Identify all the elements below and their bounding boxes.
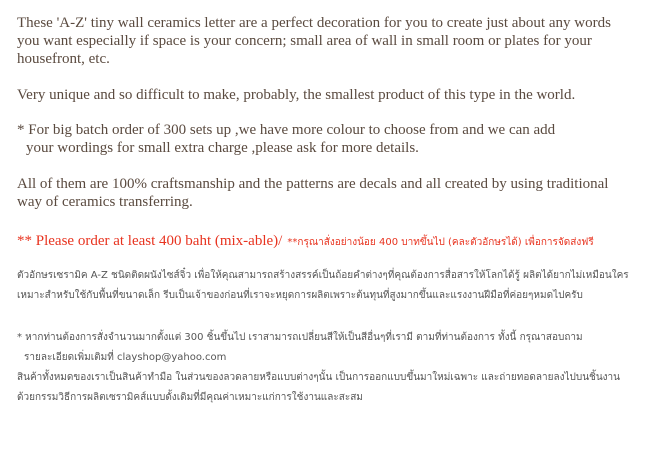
thai-intro-line: ตัวอักษรเซรามิค A-Z ชนิดติดผนังไซส์จิ๋ว เพื่อให้คุณสามารถสร้างสรรค์เป็นถ้อยคำต่างๆที่คุณต้องการสื่อสารให้โลกได้รู้ ผลิตได้ยากไม่เหมือนใคร (17, 270, 629, 281)
intro-line: These 'A-Z' tiny wall ceramics letter are a perfect decoration for you to create just about any words (17, 15, 611, 31)
order-notice-en: ** Please order at least 400 baht (mix-able)/ (17, 233, 283, 249)
batch-line: * For big batch order of 300 sets up ,we have more colour to choose from and we can add (17, 122, 556, 138)
thai-craft-line: ด้วยกรรมวิธีการผลิตเซรามิคส์แบบดั้งเดิมที่มีคุณค่าเหมาะแก่การใช้งานและสะสม (17, 392, 363, 403)
craftsmanship-paragraph (17, 175, 657, 211)
batch-line: your wordings for small extra charge ,please ask for more details. (26, 140, 419, 156)
thai-batch-line: * หากท่านต้องการสั่งจำนวนมากตั้งแต่ 300 ชิ้นขึ้นไป เราสามารถเปลี่ยนสีให้เป็นสีอื่นๆที่เรามี ตามที่ท่านต้องการ ทั้งนี้ กรุณาสอบถาม (17, 332, 583, 343)
thai-intro-line: เหมาะสำหรับใช้กับพื้นที่ขนาดเล็ก รีบเป็นเจ้าของก่อนที่เราจะหยุดการผลิตเพราะต้นทุนที่สูงมากขึ้นและแรงงานฝีมือที่ค่อยๆหมดไปครับ (17, 290, 583, 301)
intro-line: housefront, etc. (17, 51, 110, 67)
minimum-order-notice (17, 230, 657, 250)
thai-batch-paragraph (17, 328, 657, 368)
thai-intro-paragraph (17, 266, 657, 306)
intro-paragraph (17, 14, 657, 68)
unique-paragraph: Very unique and so difficult to make, probably, the smallest product of this type in the world. (17, 87, 576, 103)
craft-line: way of ceramics transferring. (17, 194, 193, 210)
intro-line: you want especially if space is your concern; small area of wall in small room or plates for your (17, 33, 592, 49)
thai-craft-line: สินค้าทั้งหมดของเราเป็นสินค้าทำมือ ในส่วนของลวดลายหรือแบบต่างๆนั้น เป็นการออกแบบขึ้นมาใหม่เฉพาะ และถ่ายทอดลายลงไปบนชิ้นงาน (17, 372, 620, 383)
craft-line: All of them are 100% craftsmanship and the patterns are decals and all created by using traditional (17, 176, 609, 192)
order-notice-th: **กรุณาสั่งอย่างน้อย 400 บาทขึ้นไป (คละตัวอักษรได้) เพื่อการจัดส่งฟรี (287, 237, 594, 248)
thai-contact-line: รายละเอียดเพิ่มเติมที่ clayshop@yahoo.com (24, 352, 227, 363)
batch-order-paragraph (17, 121, 657, 157)
thai-craft-paragraph (17, 368, 657, 408)
